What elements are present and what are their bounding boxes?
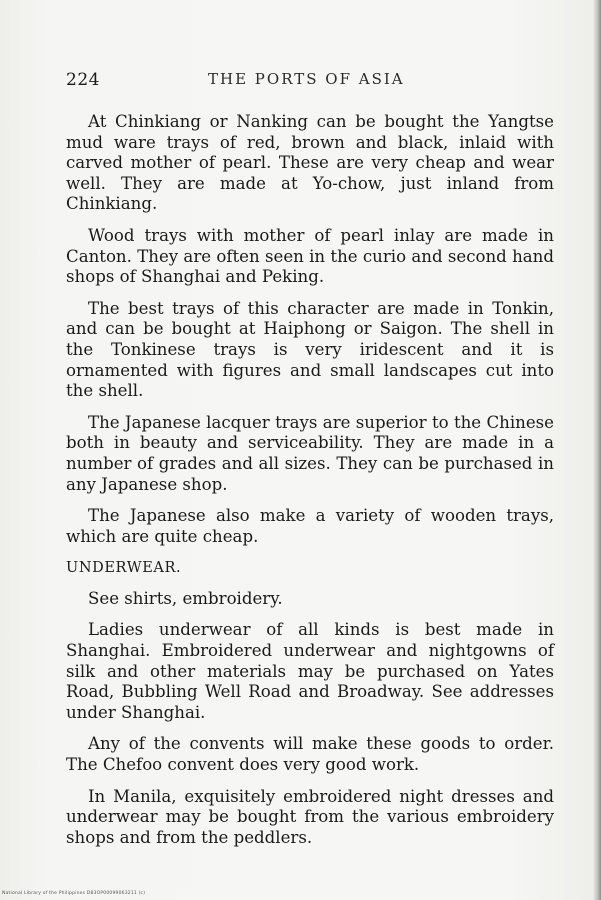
body-text xyxy=(66,112,554,859)
running-head: THE PORTS OF ASIA xyxy=(208,70,405,88)
page-edge-shadow xyxy=(593,0,601,900)
paragraph-japanese-wooden: The Japanese also make a variety of wooden trays, which are quite cheap. xyxy=(66,506,554,546)
paragraph-manila: In Manila, exquisitely embroidered night dresses and underwear may be bought from the various embroidery shops and from the peddlers. xyxy=(66,786,554,847)
paragraph-chinkiang-trays: At Chinkiang or Nanking can be bought the Yangtse mud ware trays of red, brown and black, inlaid with carved mother of pearl. These are very cheap and wear well. They are made at Yo-chow, just inland from Chinkiang. xyxy=(66,112,554,214)
library-watermark: National Library of the Philippines D83OP00099063211 (c) xyxy=(2,891,146,896)
paragraph-canton-trays: Wood trays with mother of pearl inlay are made in Canton. They are often seen in the curio and second hand shops of Shanghai and Peking. xyxy=(66,225,554,287)
paragraph-tonkin-trays: The best trays of this character are made in Tonkin, and can be bought at Haiphong or Saigon. The shell in the Tonkinese trays is very iridescent and it is ornamented with figures and small landscapes cut into the shell. xyxy=(66,298,554,401)
paragraph-see-shirts: See shirts, embroidery. xyxy=(88,588,283,608)
paragraph-shanghai-underwear: Ladies underwear of all kinds is best made in Shanghai. Embroidered underwear and nightgowns of silk and other materials may be purchased on Yates Road, Bubbling Well Road and Broadway. See addresses under Shanghai. xyxy=(66,620,554,722)
page-header xyxy=(66,70,536,92)
page-number: 224 xyxy=(66,70,100,90)
paragraph-convents: Any of the convents will make these goods to order. The Chefoo convent does very good work. xyxy=(66,734,554,775)
section-heading-underwear: UNDERWEAR. xyxy=(66,560,182,577)
paragraph-japanese-lacquer: The Japanese lacquer trays are superior to the Chinese both in beauty and serviceability. They are made in a number of grades and all sizes. They can be purchased in any Japanese shop. xyxy=(66,412,554,494)
